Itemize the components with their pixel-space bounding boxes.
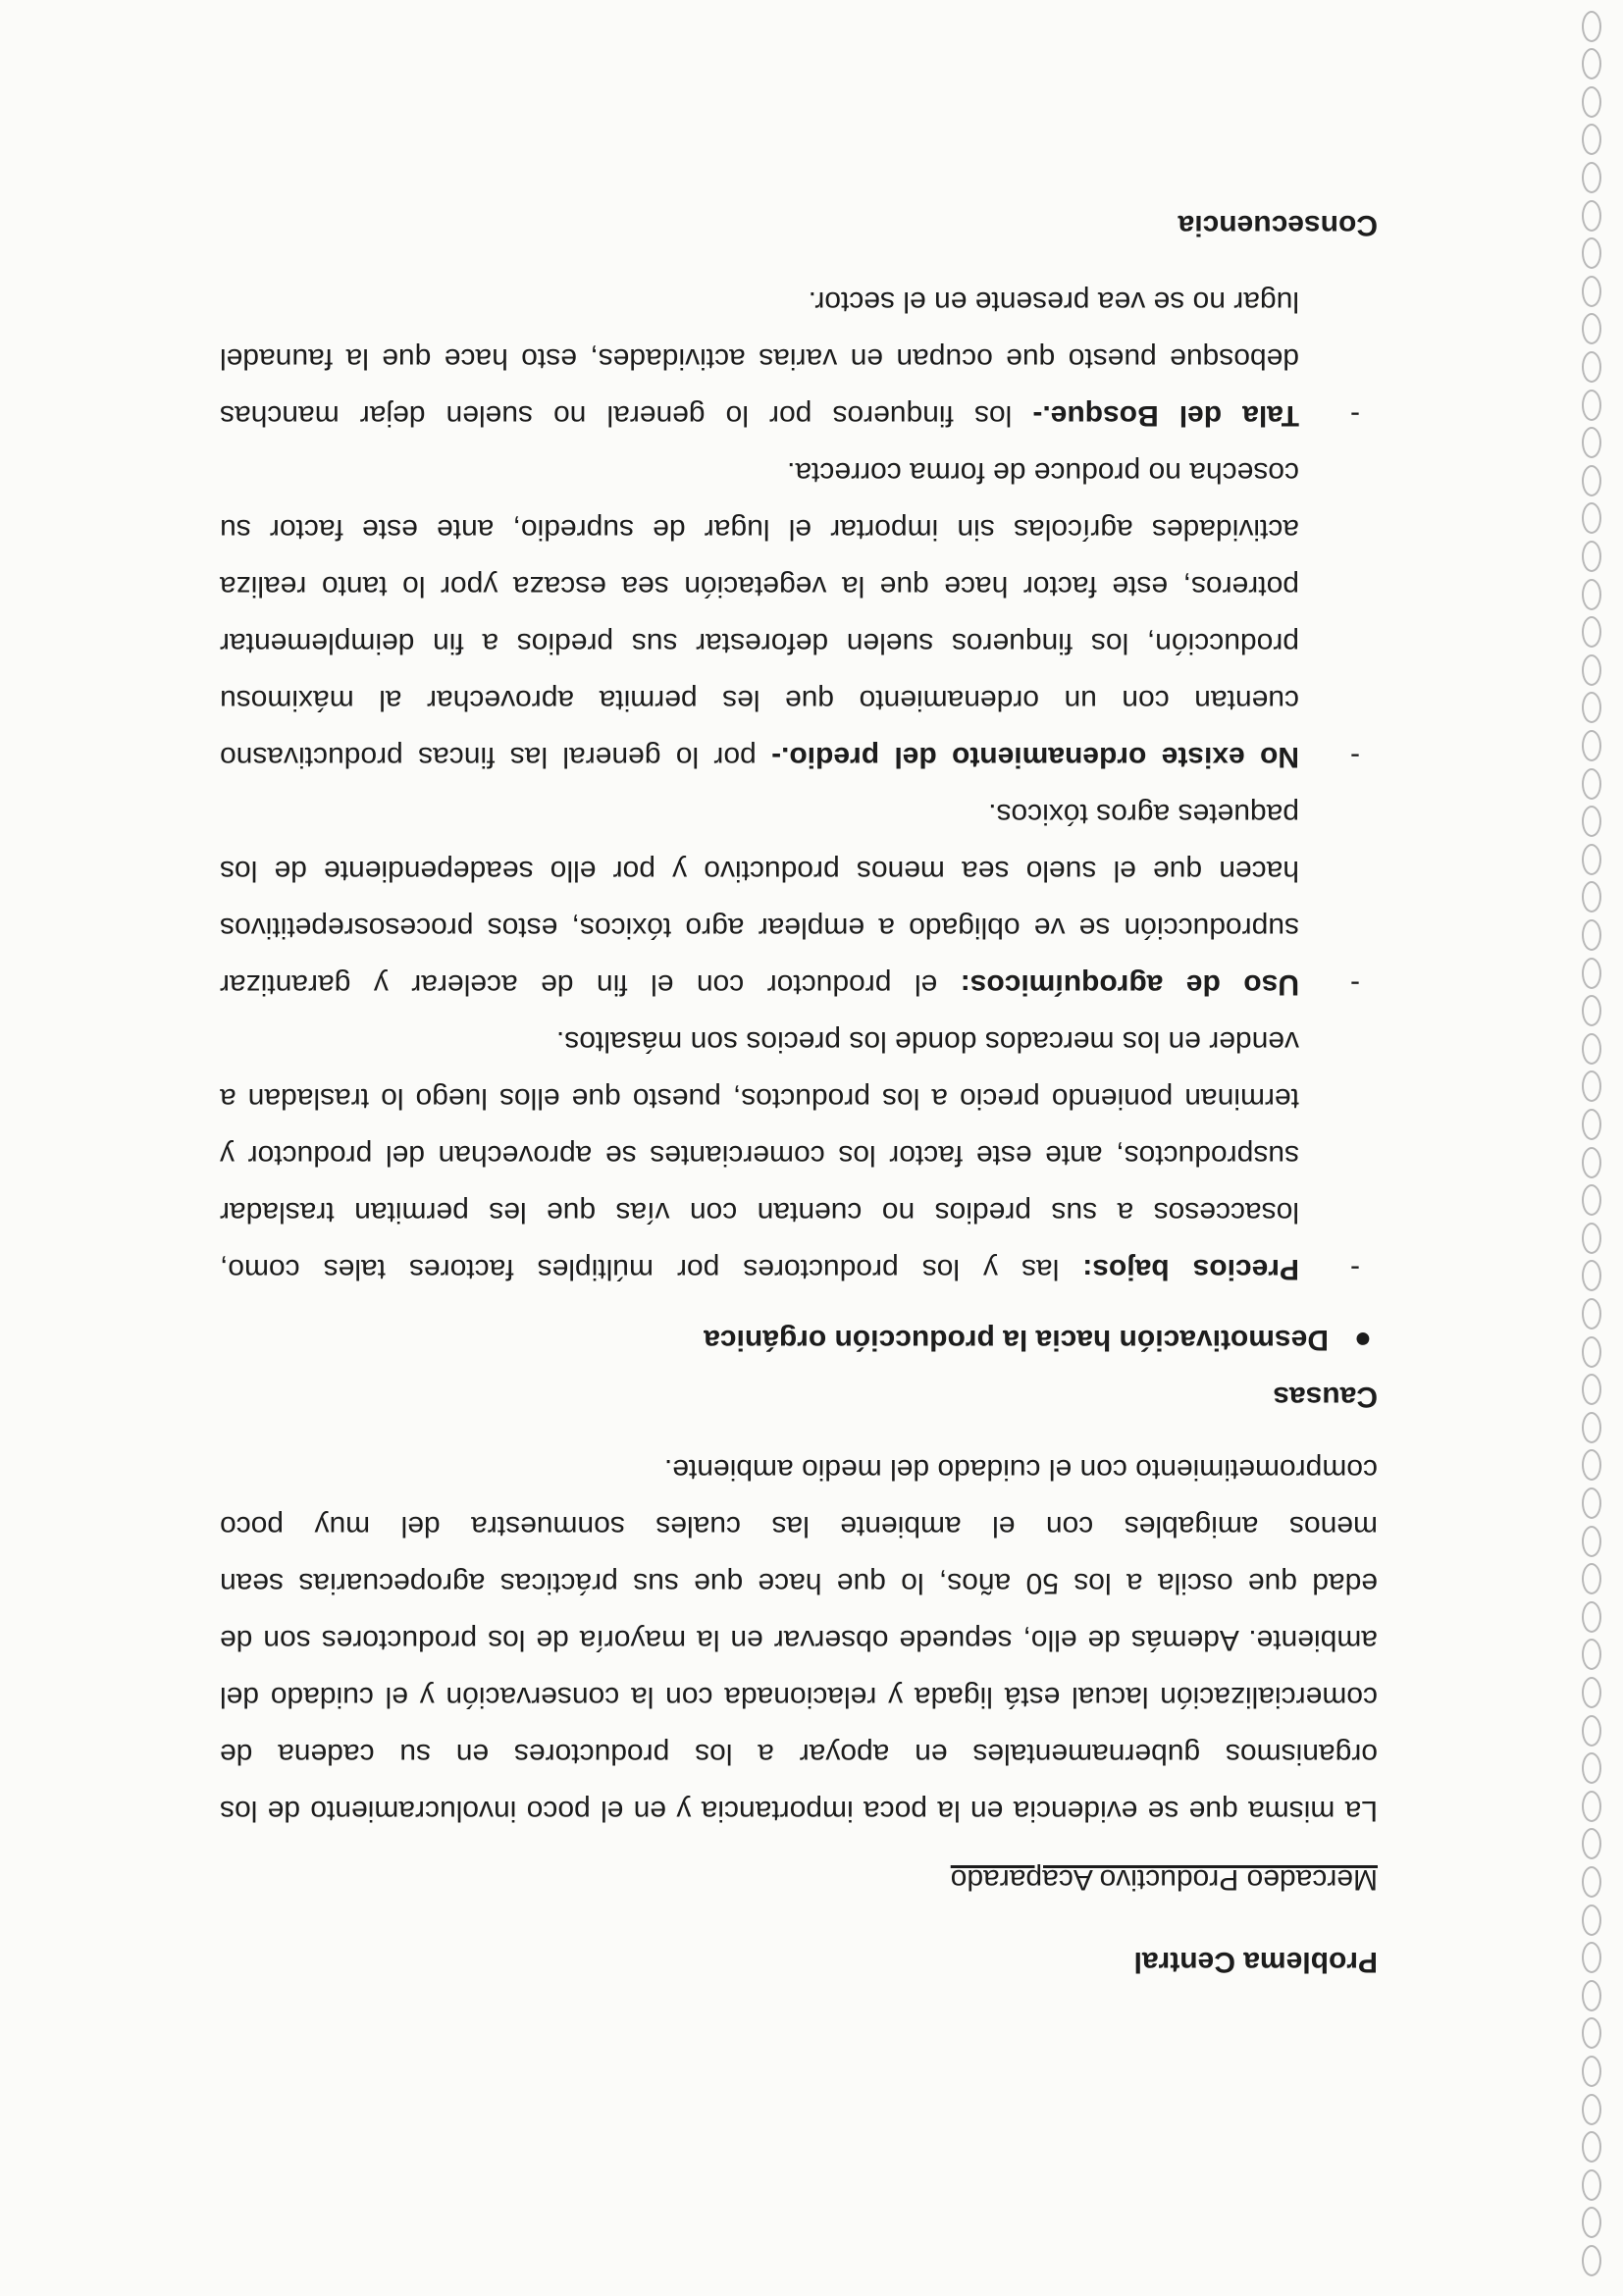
binder-hole-icon: [1582, 276, 1601, 307]
binder-hole-icon: [1582, 351, 1601, 383]
binder-hole-icon: [1582, 919, 1601, 951]
cause-item: [220, 444, 1378, 785]
dash-icon: -: [1350, 1253, 1360, 1285]
binder-hole-icon: [1582, 844, 1601, 875]
binder-hole-icon: [1582, 200, 1601, 232]
binder-hole-icon: [1582, 1905, 1601, 1936]
binder-hole-icon: [1582, 427, 1601, 458]
binder-hole-icon: [1582, 162, 1601, 193]
paragraph-problema-central: La misma que se evidencia en la poca importancia y en el poco involucramiento de los organismos gubernamentales en apoyar a los productores en su cadena de comercialización lacual está ligada y relacionada con la conservación y el cuidado del ambiente. Además de ello, sepuede observar en la mayoría de los productores son de edad que oscila a los 50 años, lo que hace que sus prácticas agropecuarias sean menos amigables con el ambiente las cuales sonmuestra del muy poco comprometimiento con el cuidado del medio ambiente.: [220, 1453, 1378, 1827]
dash-icon: -: [1350, 399, 1360, 432]
binder-hole-icon: [1582, 730, 1601, 761]
binder-hole-icon: [1582, 1639, 1601, 1670]
binder-hole-icon: [1582, 1526, 1601, 1557]
binder-hole-icon: [1582, 1374, 1601, 1405]
cause-text: por lo general las fincas productivasno cuentan con un ordenamiento que les permita aprovechar al máximosu producción, los finqueros suelen deforestar sus predios a fin deimplementar potreros, este factor hace que la vegetación sea escaza ypor lo tanto realiza actividades agrícolas sin importar el lugar de supredio, ante este factor su cosecha no produce de forma correcta.: [220, 456, 1299, 773]
binder-hole-icon: [1582, 1109, 1601, 1140]
binder-hole-icon: [1582, 579, 1601, 610]
binder-hole-icon: [1582, 654, 1601, 686]
cause-text: los finqueros por lo general no suelen dejar manchas debosque puesto que ocupan en varias actividades, esto hace que la faunadel lugar no se vea presente en el sector.: [220, 286, 1299, 432]
binder-hole-icon: [1582, 390, 1601, 421]
section-heading-consecuencia: Consecuencia: [1178, 209, 1378, 241]
binder-hole-icon: [1582, 1866, 1601, 1898]
cause-title: Uso de agroquímicos:: [960, 968, 1299, 1001]
binder-hole-icon: [1582, 2169, 1601, 2201]
binder-hole-icon: [1582, 1412, 1601, 1443]
binder-hole-icon: [1582, 1298, 1601, 1330]
binder-hole-icon: [1582, 2056, 1601, 2087]
binder-hole-icon: [1582, 1070, 1601, 1102]
cause-text: el productor con el fin de acelerar y garantizar suproducción se ve obligado a emplear agro tóxicos, estos procesosrepetitivos hacen que el suelo sea menos productivo y por ello seadependiente de los paquetes agros tóxicos.: [220, 798, 1299, 1001]
binder-hole-icon: [1582, 958, 1601, 989]
binder-hole-icon: [1582, 1260, 1601, 1291]
cause-item: [220, 1013, 1378, 1297]
binder-hole-icon: [1582, 1828, 1601, 1859]
dash-icon: -: [1350, 968, 1360, 1001]
binder-hole-icon: [1582, 1033, 1601, 1065]
binder-hole-icon: [1582, 692, 1601, 723]
cause-title: Tala del Bosque.-: [1032, 399, 1299, 432]
binder-hole-icon: [1582, 1715, 1601, 1747]
binder-hole-icon: [1582, 1601, 1601, 1633]
bullet-label: Desmotivación hacia la producción orgánica: [704, 1324, 1329, 1356]
binder-hole-icon: [1582, 1942, 1601, 1973]
binder-hole-icon: [1582, 313, 1601, 344]
binder-hole-icon: [1582, 1147, 1601, 1178]
binder-hole-icon: [1582, 541, 1601, 572]
binder-hole-icon: [1582, 1487, 1601, 1519]
binder-hole-icon: [1582, 1677, 1601, 1708]
cause-item: [220, 273, 1378, 444]
cause-item: [220, 785, 1378, 1013]
binder-hole-icon: [1582, 2131, 1601, 2163]
binder-hole-icon: [1582, 86, 1601, 118]
binder-hole-icon: [1582, 806, 1601, 837]
binder-hole-icon: [1582, 1752, 1601, 1784]
binder-hole-icon: [1582, 502, 1601, 534]
binder-holes: [1544, 0, 1623, 2296]
binder-hole-icon: [1582, 237, 1601, 269]
binder-hole-icon: [1582, 616, 1601, 648]
cause-text: las y los productores por múltiples factores tales como, losaccesos a sus predios no cuentan con vías que les permitan trasladar susproductos, ante este factor los comerciantes se aprovechan del productor y terminan poniendo precio a los productos, puesto que ellos luego lo trasladan a vender en los mercados donde los precios son másaltos.: [219, 1025, 1299, 1285]
binder-hole-icon: [1582, 1336, 1601, 1368]
binder-hole-icon: [1582, 2245, 1601, 2276]
binder-hole-icon: [1582, 11, 1601, 42]
document-body: [220, 196, 1378, 1990]
section-heading-causas: Causas: [1273, 1381, 1378, 1413]
binder-hole-icon: [1582, 2207, 1601, 2238]
binder-hole-icon: [1582, 1563, 1601, 1594]
binder-hole-icon: [1582, 1791, 1601, 1822]
binder-hole-icon: [1582, 1449, 1601, 1481]
binder-hole-icon: [1582, 881, 1601, 913]
binder-hole-icon: [1582, 1184, 1601, 1216]
binder-hole-icon: [1582, 995, 1601, 1026]
section-heading-problema-central: Problema Central: [1133, 1946, 1378, 1978]
bullet-item: [220, 1311, 1378, 1368]
binder-hole-icon: [1582, 465, 1601, 496]
binder-hole-icon: [1582, 1980, 1601, 2011]
cause-title: Precios bajos:: [1082, 1253, 1299, 1285]
binder-hole-icon: [1582, 48, 1601, 79]
binder-hole-icon: [1582, 2017, 1601, 2049]
binder-hole-icon: [1582, 1223, 1601, 1254]
subheading-mercadeo: Mercadeo Productivo Acaparado: [950, 1863, 1378, 1896]
dash-icon: -: [1350, 741, 1360, 773]
cause-title: No existe ordenamiento del predio.-: [771, 741, 1299, 773]
binder-hole-icon: [1582, 2094, 1601, 2125]
binder-hole-icon: [1582, 124, 1601, 155]
binder-hole-icon: [1582, 768, 1601, 800]
bullet-icon: ●: [1353, 1324, 1372, 1356]
